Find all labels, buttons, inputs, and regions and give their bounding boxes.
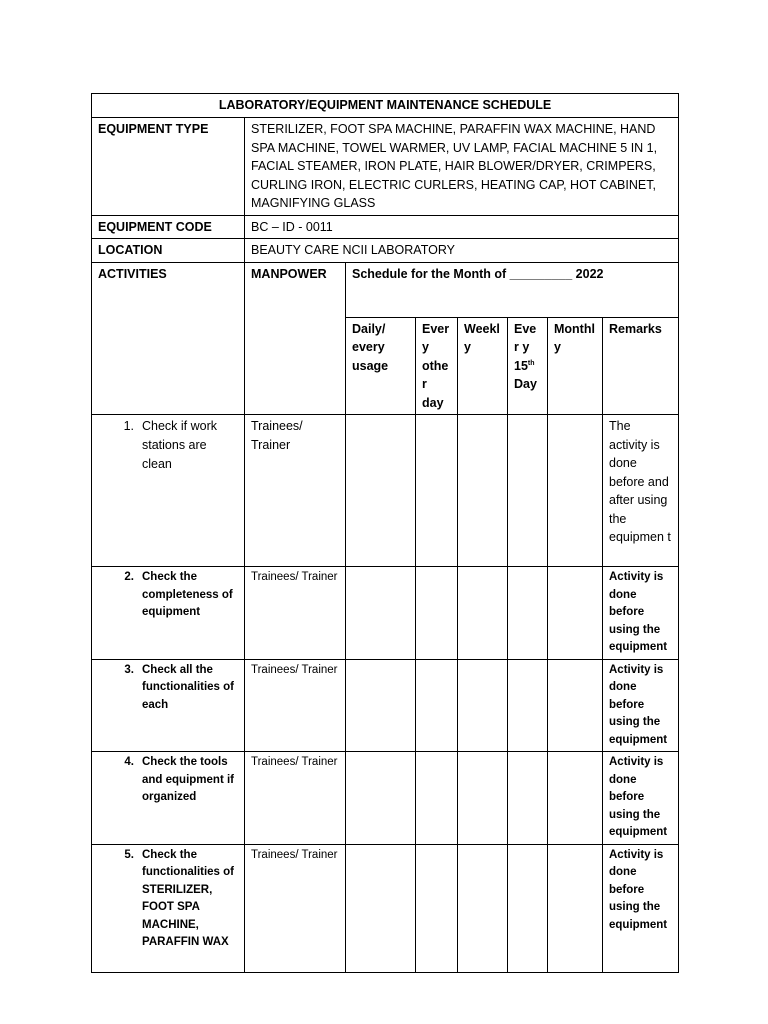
activity-cell [92,415,245,567]
monthly-header: Monthl y [548,317,603,415]
remarks-cell: Activity is done before using the equipment [603,844,679,972]
every-other-day-cell [416,659,458,752]
row-number: 1. [123,419,134,433]
weekly-cell [458,415,508,567]
maintenance-schedule-table [91,93,679,973]
activity-cell [92,567,245,660]
every-other-day-cell [416,844,458,972]
equipment-type-label: EQUIPMENT TYPE [92,118,245,216]
every-15th-day-text: Day [514,377,537,391]
daily-header: Daily/ every usage [346,317,416,415]
row-number: 2. [124,571,134,583]
activity-text: Check all the functionalities of each [142,663,234,711]
table-row [92,844,679,972]
schedule-header: Schedule for the Month of _________ 2022 [346,262,679,317]
row-number: 4. [124,756,134,768]
every-other-day-cell [416,752,458,845]
activity-cell [92,844,245,972]
remarks-cell: Activity is done before using the equipment [603,752,679,845]
monthly-cell [548,752,603,845]
row-number: 5. [124,848,134,861]
every-15th-day-cell [508,752,548,845]
weekly-header: Weekl y [458,317,508,415]
manpower-cell: Trainees/ Trainer [245,415,346,567]
every-other-day-cell [416,415,458,567]
remarks-cell: Activity is done before using the equipment [603,659,679,752]
table-row [92,752,679,845]
every-15th-day-cell [508,415,548,567]
every-other-day-cell [416,567,458,660]
every-other-day-header: Ever y othe r day [416,317,458,415]
every-15th-day-cell [508,844,548,972]
location-value: BEAUTY CARE NCII LABORATORY [245,239,679,263]
weekly-cell [458,567,508,660]
activity-cell [92,659,245,752]
activity-text: Check the functionalities of STERILIZER, FOOT SPA MACHINE, PARAFFIN WAX [142,848,234,948]
every-15th-day-cell [508,567,548,660]
table-row [92,659,679,752]
activity-cell [92,752,245,845]
daily-cell [346,567,416,660]
manpower-cell: Trainees/ Trainer [245,752,346,845]
monthly-cell [548,567,603,660]
manpower-cell: Trainees/ Trainer [245,567,346,660]
monthly-cell [548,844,603,972]
every-15th-text: Ever y 15 [514,321,537,373]
daily-cell [346,415,416,567]
document-title: LABORATORY/EQUIPMENT MAINTENANCE SCHEDULE [92,94,679,118]
activities-header: ACTIVITIES [92,262,245,415]
manpower-header: MANPOWER [245,262,346,415]
daily-cell [346,752,416,845]
table-row [92,567,679,660]
remarks-cell: Activity is done before using the equipment [603,567,679,660]
weekly-cell [458,844,508,972]
activity-text: Check the tools and equipment if organized [142,756,234,803]
daily-cell [346,844,416,972]
remarks-header: Remarks [603,317,679,415]
daily-cell [346,659,416,752]
equipment-code-label: EQUIPMENT CODE [92,215,245,239]
location-label: LOCATION [92,239,245,263]
monthly-cell [548,659,603,752]
weekly-cell [458,659,508,752]
activity-text: Check if work stations are clean [142,419,218,471]
remarks-cell: The activity is done before and after using the equipmen t [603,415,679,567]
manpower-cell: Trainees/ Trainer [245,844,346,972]
every-15th-day-header [508,317,548,415]
table-row [92,415,679,567]
every-15th-sup: th [527,359,535,367]
weekly-cell [458,752,508,845]
manpower-cell: Trainees/ Trainer [245,659,346,752]
every-15th-day-cell [508,659,548,752]
row-number: 3. [124,663,134,676]
activity-text: Check the completeness of equipment [142,571,233,618]
monthly-cell [548,415,603,567]
equipment-code-value: BC – ID - 0011 [245,215,679,239]
equipment-type-value: STERILIZER, FOOT SPA MACHINE, PARAFFIN WAX MACHINE, HAND SPA MACHINE, TOWEL WARMER, UV LAMP, FACIAL MACHINE 5 IN 1, FACIAL STEAMER, IRON PLATE, HAIR BLOWER/DRYER, CRIMPERS, CURLING IRON, ELECTRIC CURLERS, HEATING CAP, HOT CABINET, MAGNIFYING GLASS [245,118,679,216]
